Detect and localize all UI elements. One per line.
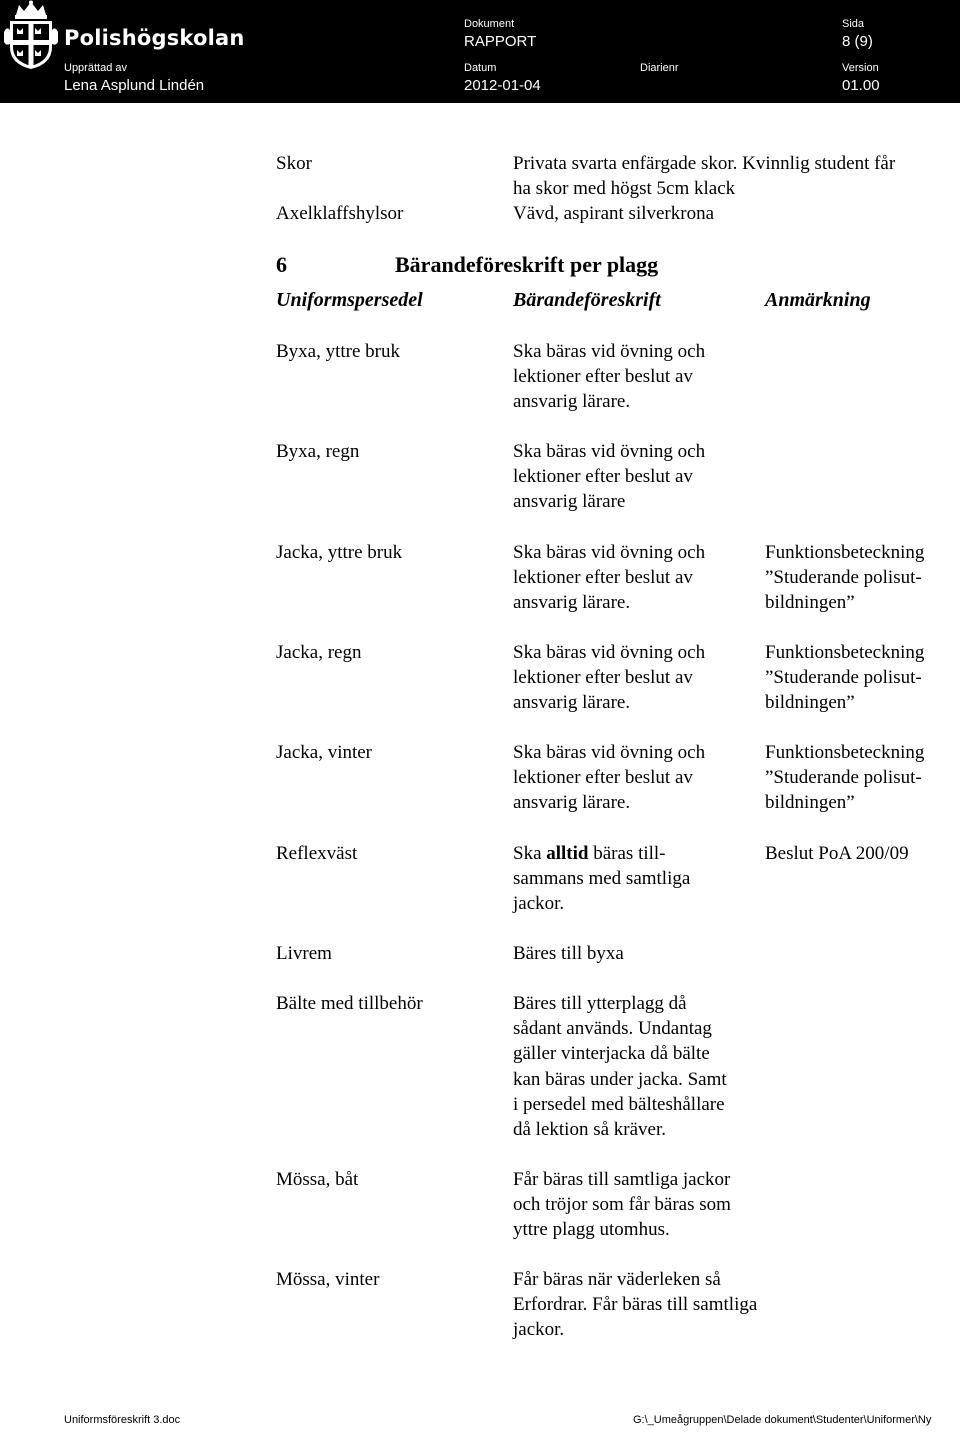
row-rule-line: yttre plagg utomhus.: [513, 1219, 670, 1240]
row-rule-line: ansvarig lärare.: [513, 792, 631, 813]
created-by-value: Lena Asplund Lindén: [64, 77, 205, 94]
row-rule-line: lektioner efter beslut av: [513, 466, 693, 487]
row-rule-line: ansvarig lärare: [513, 491, 626, 512]
row-rule-line: jackor.: [513, 893, 565, 914]
row-note-line: Funktionsbeteckning: [765, 742, 925, 763]
row-rule-line: och tröjor som får bäras som: [513, 1194, 731, 1215]
document-label: Dokument: [464, 18, 515, 30]
row-note-line: ”Studerande polisut-: [765, 767, 922, 788]
row-note-line: ”Studerande polisut-: [765, 667, 922, 688]
row-rule-line: Får bäras när väderleken så: [513, 1269, 721, 1290]
page-label: Sida: [842, 18, 865, 30]
row-item: Livrem: [276, 943, 332, 964]
row-item: Reflexväst: [276, 843, 358, 864]
row-item: Bälte med tillbehör: [276, 993, 423, 1014]
rule-emphasis: alltid: [546, 843, 589, 864]
row-rule-line: Ska bäras vid övning och: [513, 441, 706, 462]
row-rule-line: Ska bäras vid övning och: [513, 542, 706, 563]
row-rule-line: Ska bäras vid övning och: [513, 742, 706, 763]
row-item: Jacka, vinter: [276, 742, 373, 763]
footer-filename: Uniformsföreskrift 3.doc: [64, 1414, 181, 1426]
document-header: [0, 0, 960, 103]
epaulette-value: Vävd, aspirant silverkrona: [513, 203, 715, 224]
diarienr-label: Diarienr: [640, 62, 679, 74]
row-rule-line: [513, 841, 666, 866]
column-header-item: Uniformspersedel: [276, 289, 423, 311]
column-header-note: Anmärkning: [765, 289, 871, 311]
row-note-line: bildningen”: [765, 692, 855, 713]
date-value: 2012-01-04: [464, 77, 541, 94]
crown-crest-icon: [2, 0, 60, 70]
row-item: Jacka, regn: [276, 642, 362, 663]
row-rule-line: i persedel med bälteshållare: [513, 1094, 725, 1115]
row-note-line: Funktionsbeteckning: [765, 542, 925, 563]
version-value: 01.00: [842, 77, 880, 94]
row-rule-line: lektioner efter beslut av: [513, 366, 693, 387]
shoes-value-line2: ha skor med högst 5cm klack: [513, 178, 736, 199]
row-rule-line: Ska bäras vid övning och: [513, 642, 706, 663]
brand-name: Polishögskolan: [64, 26, 245, 50]
row-item: Jacka, yttre bruk: [276, 542, 403, 563]
row-note-line: ”Studerande polisut-: [765, 567, 922, 588]
section-number: 6: [276, 252, 287, 277]
row-rule-line: Bäres till ytterplagg då: [513, 993, 687, 1014]
row-rule-line: Ska bäras vid övning och: [513, 341, 706, 362]
row-note-line: bildningen”: [765, 792, 855, 813]
shoes-value-line1: Privata svarta enfärgade skor. Kvinnlig student får: [513, 153, 896, 174]
section-title: Bärandeföreskrift per plagg: [395, 252, 659, 277]
document-value: RAPPORT: [464, 33, 537, 50]
rule-suffix: bäras till-: [588, 843, 666, 864]
row-rule-line: kan bäras under jacka. Samt: [513, 1069, 727, 1090]
row-note-line: bildningen”: [765, 592, 855, 613]
rule-prefix: Ska: [513, 843, 547, 864]
row-rule-line: gäller vinterjacka då bälte: [513, 1043, 710, 1064]
row-item: Mössa, båt: [276, 1169, 359, 1190]
row-item: Byxa, regn: [276, 441, 360, 462]
row-rule-line: lektioner efter beslut av: [513, 767, 693, 788]
row-rule-line: Får bäras till samtliga jackor: [513, 1169, 731, 1190]
row-rule-line: Erfordrar. Får bäras till samtliga: [513, 1294, 758, 1315]
created-by-label: Upprättad av: [64, 62, 127, 74]
row-rule-line: lektioner efter beslut av: [513, 667, 693, 688]
row-rule-line: lektioner efter beslut av: [513, 567, 693, 588]
row-rule-line: Bäres till byxa: [513, 943, 624, 964]
row-rule-line: ansvarig lärare.: [513, 592, 631, 613]
shoes-label: Skor: [276, 153, 312, 174]
row-note-line: Beslut PoA 200/09: [765, 843, 909, 864]
epaulette-label: Axelklaffshylsor: [276, 203, 404, 224]
footer-path: G:\_Umeågruppen\Delade dokument\Studenter\Uniformer\Ny: [633, 1414, 932, 1426]
row-rule-line: ansvarig lärare.: [513, 692, 631, 713]
column-header-rule: Bärandeföreskrift: [513, 289, 661, 311]
row-rule-line: jackor.: [513, 1319, 565, 1340]
row-note-line: Funktionsbeteckning: [765, 642, 925, 663]
row-rule-line: ansvarig lärare.: [513, 391, 631, 412]
row-rule-line: då lektion så kräver.: [513, 1119, 667, 1140]
row-item: Mössa, vinter: [276, 1269, 380, 1290]
row-rule-line: sammans med samtliga: [513, 868, 691, 889]
version-label: Version: [842, 62, 879, 74]
page-value: 8 (9): [842, 33, 873, 50]
date-label: Datum: [464, 62, 497, 74]
row-item: Byxa, yttre bruk: [276, 341, 401, 362]
row-rule-line: sådant används. Undantag: [513, 1018, 712, 1039]
